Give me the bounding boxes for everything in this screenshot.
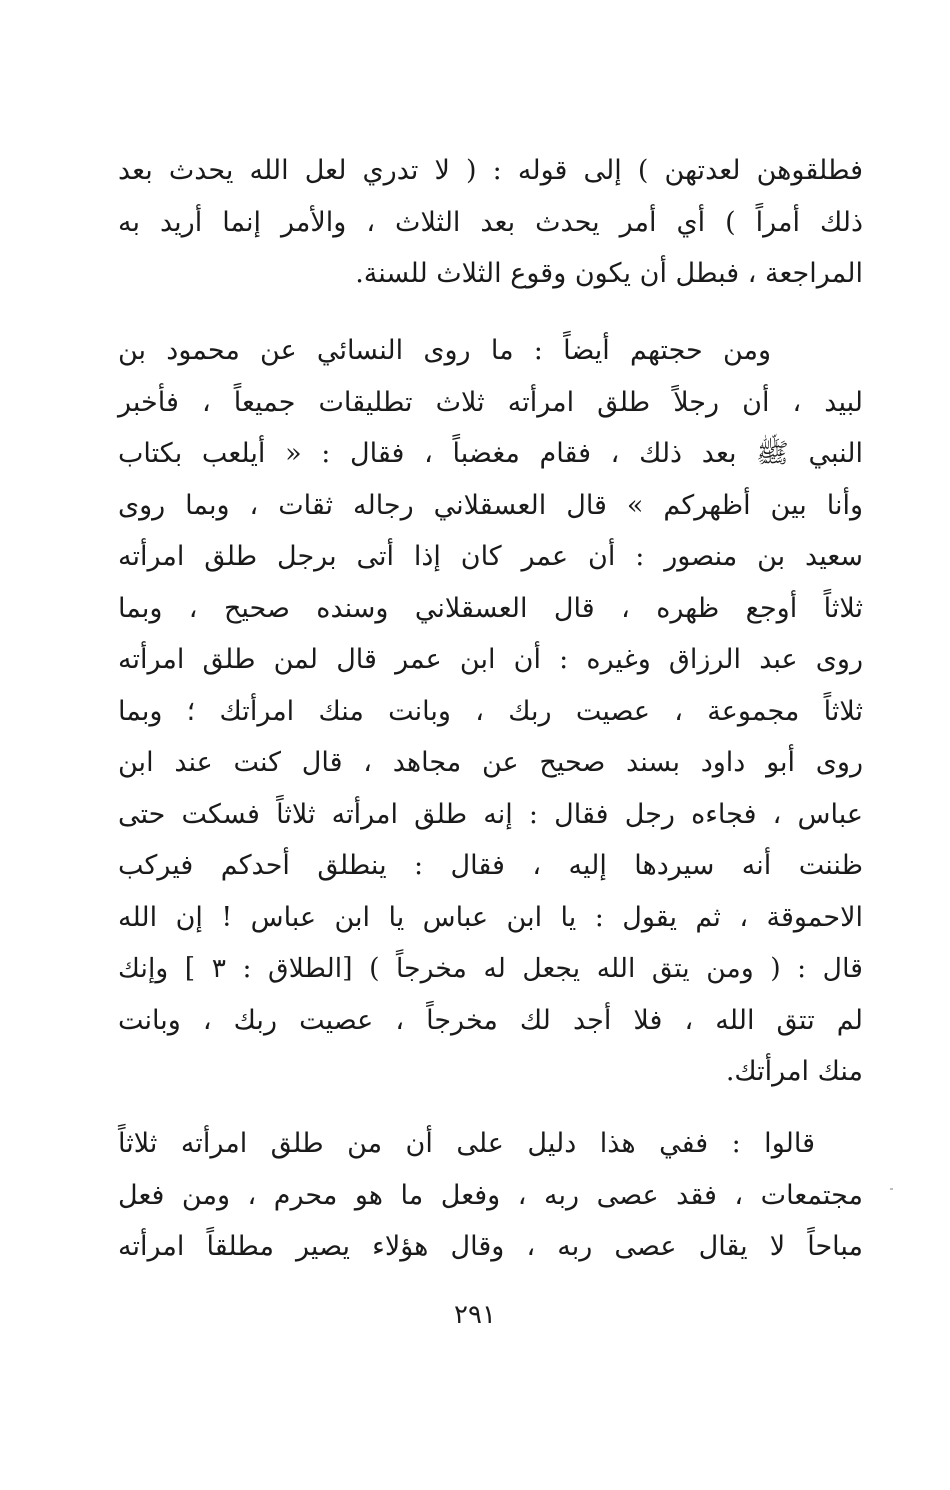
text-line: الاحموقة ، ثم يقول : يا ابن عباس يا ابن عباس ! إن الله	[118, 901, 863, 933]
text-line: فطلقوهن لعدتهن ) إلى قوله : ( لا تدري لعل الله يحدث بعد	[118, 155, 863, 186]
text-line: ذلك أمراً ) أي أمر يحدث بعد الثلاث ، والأمر إنما أريد به	[118, 206, 863, 238]
text-line: لم تتق الله ، فلا أجد لك مخرجاً ، عصيت ربك ، وبانت	[118, 1004, 863, 1036]
paragraph-2	[118, 325, 863, 1098]
text-line: ظننت أنه سيردها إليه ، فقال : ينطلق أحدكم فيركب	[118, 850, 863, 881]
text-line: قالوا : ففي هذا دليل على أن من طلق امرأته ثلاثاً	[118, 1128, 815, 1159]
text-line: لبيد ، أن رجلاً طلق امرأته ثلاث تطليقات جميعاً ، فأخبر	[118, 386, 863, 418]
text-line: منك امرأتك.	[725, 1056, 863, 1087]
text-line: قال : ( ومن يتق الله يجعل له مخرجاً ) [الطلاق : ٣ ] وإنك	[118, 953, 863, 984]
text-line: عباس ، فجاءه رجل فقال : إنه طلق امرأته ثلاثاً فسكت حتى	[118, 798, 863, 830]
text-line: ثلاثاً مجموعة ، عصيت ربك ، وبانت منك امرأتك ؛ وبما	[118, 695, 863, 727]
text-line: وأنا بين أظهركم » قال العسقلاني رجاله ثقات ، وبما روى	[118, 489, 863, 521]
margin-mark	[890, 1188, 893, 1190]
text-line: المراجعة ، فبطل أن يكون وقوع الثلاث للسنة.	[355, 258, 863, 289]
paragraph-1	[118, 145, 863, 300]
page-number: ٢٩١	[454, 1300, 496, 1330]
text-line: مباحاً لا يقال عصى ربه ، وقال هؤلاء يصير مطلقاً امرأته	[118, 1231, 863, 1262]
text-line: ثلاثاً أوجع ظهره ، قال العسقلاني وسنده صحيح ، وبما	[118, 592, 863, 624]
paragraph-3	[118, 1118, 863, 1273]
text-line: مجتمعات ، فقد عصى ربه ، وفعل ما هو محرم ، ومن فعل	[118, 1179, 863, 1211]
text-line: روى أبو داود بسند صحيح عن مجاهد ، قال كنت عند ابن	[118, 747, 863, 778]
text-line: ومن حجتهم أيضاً : ما روى النسائي عن محمود بن	[118, 335, 771, 366]
text-line: سعيد بن منصور : أن عمر كان إذا أتى برجل طلق امرأته	[118, 541, 863, 572]
text-line: روى عبد الرزاق وغيره : أن ابن عمر قال لمن طلق امرأته	[118, 644, 863, 675]
text-line: النبي ﷺ بعد ذلك ، فقام مغضباً ، فقال : « أيلعب بكتاب	[118, 438, 863, 469]
